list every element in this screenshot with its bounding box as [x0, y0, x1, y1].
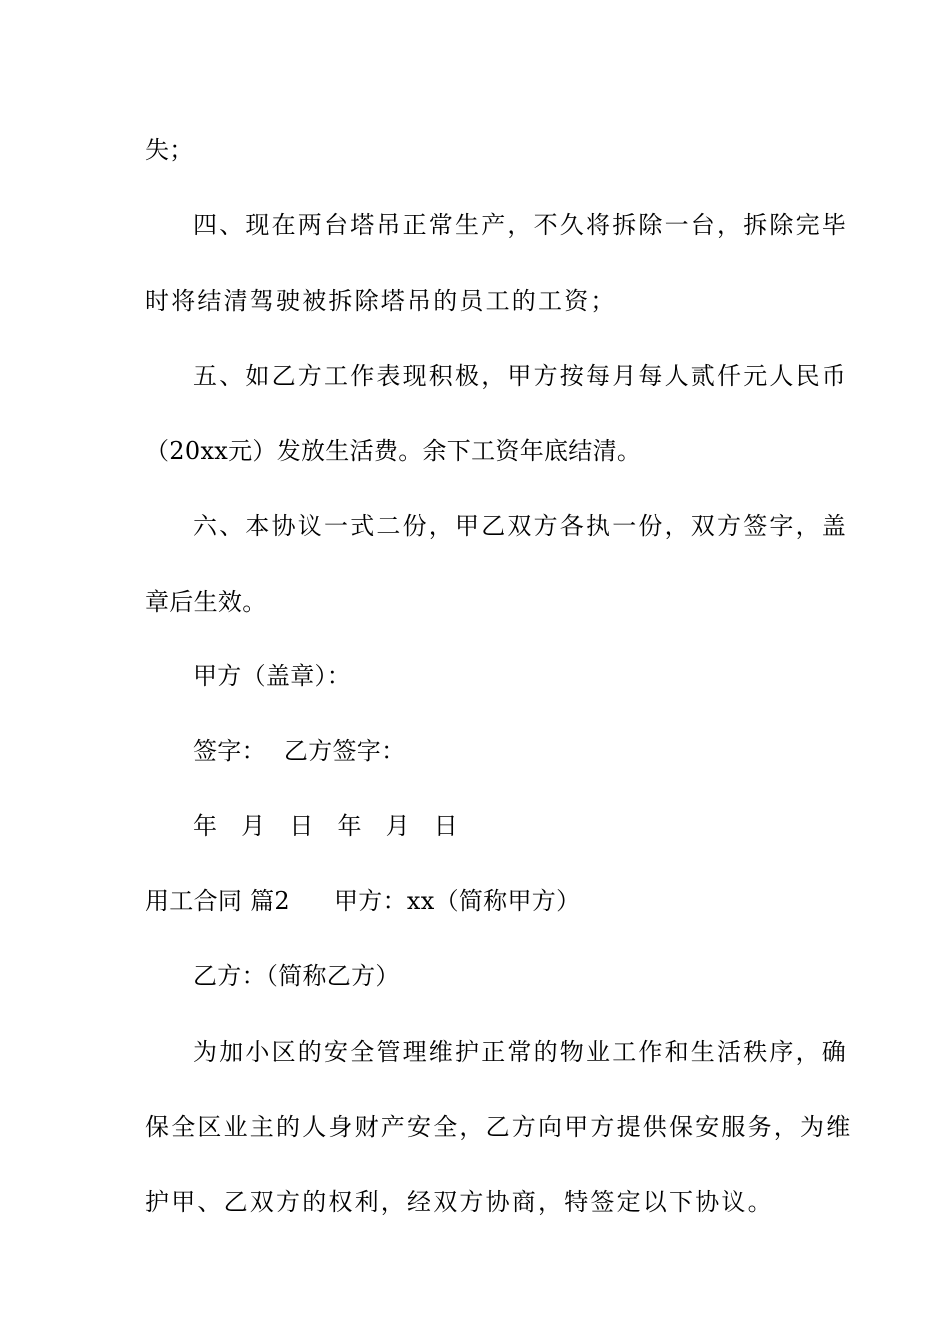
party-b-name: 乙方：（简称乙方）	[193, 962, 400, 990]
clause-five-line-1: 五、如乙方工作表现积极，甲方按每月每人贰仟元人民币	[193, 362, 848, 390]
clause-four-line-1: 四、现在两台塔吊正常生产，不久将拆除一台，拆除完毕	[193, 211, 848, 239]
preamble-line-3: 护甲、乙双方的权利，经双方协商，特签定以下协议。	[145, 1188, 774, 1216]
date-row: 年 月 日 年 月 日	[193, 812, 459, 840]
clause-six-line-1: 六、本协议一式二份，甲乙双方各执一份，双方签字，盖	[193, 512, 848, 540]
clause-six-line-2: 章后生效。	[145, 588, 267, 616]
contract-heading-row	[145, 886, 805, 916]
contract-title: 用工合同 篇2	[145, 887, 290, 915]
paragraph-line: 失；	[145, 136, 194, 164]
signature-row	[193, 736, 853, 766]
clause-five-line-2: （20xx元）发放生活费。余下工资年底结清。	[145, 437, 642, 465]
preamble-line-2: 保全区业主的人身财产安全，乙方向甲方提供保安服务，为维	[145, 1113, 853, 1141]
preamble-line-1: 为加小区的安全管理维护正常的物业工作和生活秩序，确	[193, 1038, 848, 1066]
party-a-name: 甲方：xx（简称甲方）	[334, 887, 581, 915]
party-b-signature-label: 乙方签字：	[283, 737, 406, 765]
signature-label: 签字：	[193, 737, 266, 765]
party-a-seal-label: 甲方（盖章）：	[193, 662, 352, 690]
clause-four-line-2: 时将结清驾驶被拆除塔吊的员工的工资；	[145, 287, 617, 315]
